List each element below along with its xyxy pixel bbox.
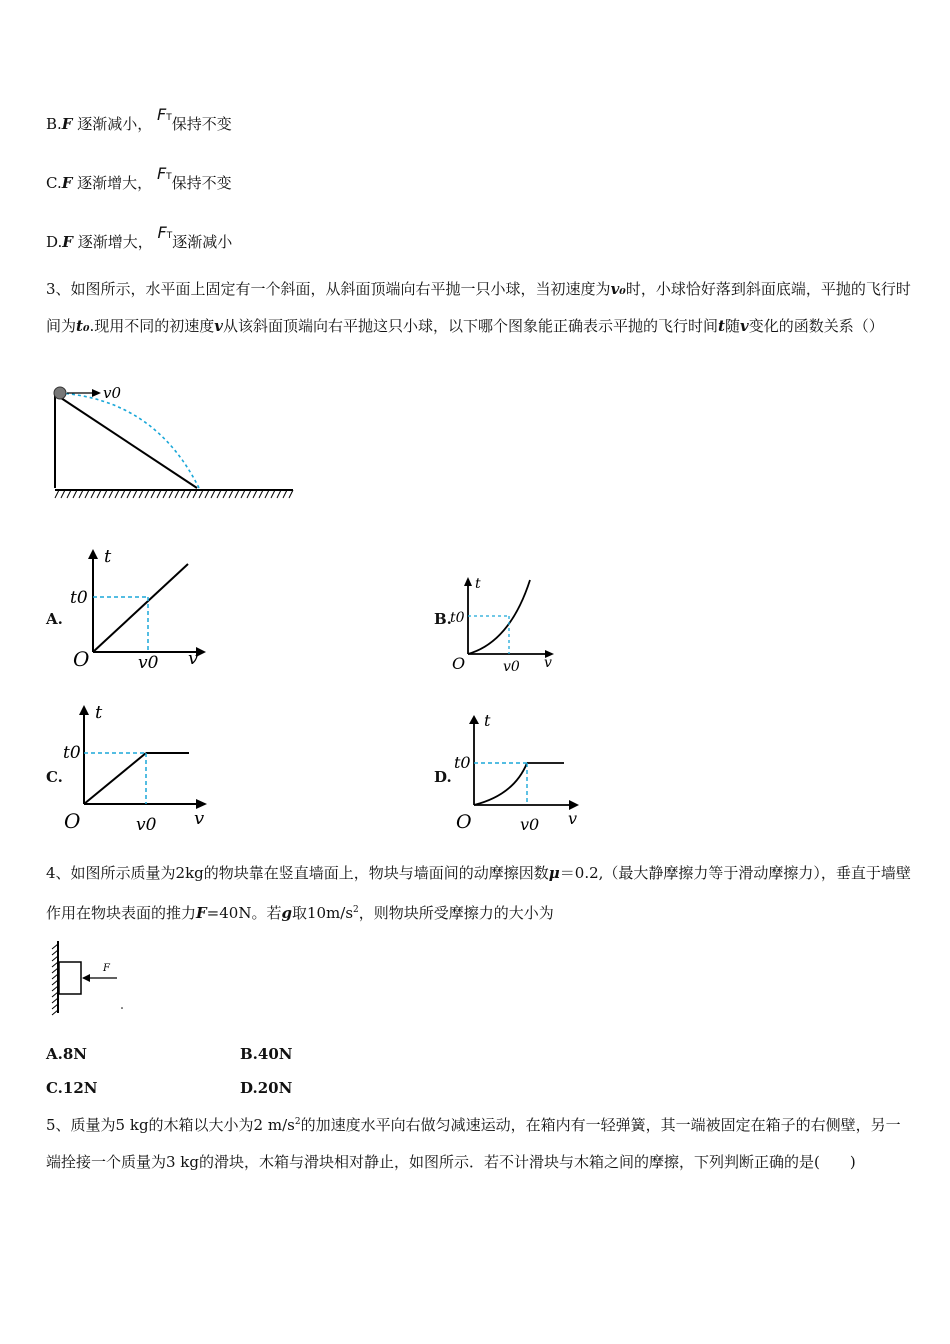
svg-text:O: O [456, 811, 472, 833]
svg-text:v: v [188, 648, 199, 669]
q2-option-c: C.F 逐渐增大， FT保持不变 [46, 164, 232, 192]
q2-option-b: B.F 逐渐减小， FT保持不变 [46, 105, 232, 133]
ft-symbol: FT [157, 223, 173, 242]
svg-text:v: v [194, 808, 205, 829]
graph-b [450, 572, 560, 677]
graph-a [68, 540, 218, 675]
block [59, 962, 81, 994]
svg-text:O: O [73, 647, 90, 671]
incline-figure [45, 380, 300, 505]
svg-text:v0: v0 [520, 815, 540, 834]
svg-text:O: O [64, 809, 81, 833]
svg-text:v0: v0 [138, 653, 159, 673]
q3-option-c-label: C. [46, 768, 63, 786]
q2-option-d: D.F 逐渐增大， FT逐渐减小 [46, 223, 233, 251]
q4-option-d: D.20N [240, 1079, 293, 1097]
svg-text:v0: v0 [503, 659, 520, 675]
q5-stem: 5、质量为5 kg的木箱以大小为2 $m/s^2$的加速度水平向右做匀减速运动，在箱内有一轻弹簧，其一端被固定在箱子的右侧壁，另一端拴接一个质量为3 kg的滑块，木箱与滑块相对静止，如图所示．若不计滑块与木箱之间的摩擦，下列判断正确的是( ) [46, 1116, 901, 1171]
svg-text:t0: t0 [63, 743, 81, 763]
f-label: F [103, 963, 110, 974]
arrow-icon [92, 389, 101, 397]
svg-text:t: t [475, 576, 481, 592]
ft-symbol: FT [156, 164, 172, 183]
q4-option-a: A.8N [46, 1045, 88, 1063]
svg-text:t: t [484, 711, 491, 730]
q3-option-d-label: D. [434, 768, 452, 786]
svg-text:t0: t0 [70, 588, 88, 608]
svg-text:O: O [452, 654, 466, 673]
arrow-icon [82, 974, 90, 982]
graph-d [454, 710, 589, 835]
v0-label: v0 [103, 384, 122, 402]
q4-option-b: B.40N [240, 1045, 293, 1063]
q3-stem: 3、如图所示，水平面上固定有一个斜面，从斜面顶端向右平抛一只小球，当初速度为v₀时，小球恰好落到斜面底端，平抛的飞行时间为t₀.现用不同的初速度v从该斜面顶端向右平抛这只小球，以下哪个图象能正确表示平抛的飞行时间t随v变化的函数关系（） [46, 280, 911, 335]
ball-icon [54, 387, 66, 399]
svg-text:t: t [95, 702, 103, 723]
svg-text:v: v [568, 809, 578, 828]
svg-text:t0: t0 [454, 753, 471, 772]
svg-text:v: v [544, 655, 552, 671]
q3-option-b-label: B. [434, 610, 452, 628]
q4-option-c: C.12N [46, 1079, 98, 1097]
ft-symbol: FT [157, 105, 172, 124]
svg-text:v0: v0 [136, 815, 157, 835]
q3-option-a-label: A. [46, 610, 63, 628]
q4-stem: 4、如图所示质量为2kg的物块靠在竖直墙面上，物块与墙面间的动摩擦因数μ＝0.2,（最大静摩擦力等于滑动摩擦力），垂直于墙壁作用在物块表面的推力F=40N。若g取$10m/s^2$，则物块所受摩擦力的大小为 [46, 864, 911, 922]
svg-text:t0: t0 [450, 610, 465, 626]
wall-block-figure [45, 938, 135, 1018]
svg-text:t: t [104, 546, 112, 567]
graph-c [62, 700, 217, 835]
